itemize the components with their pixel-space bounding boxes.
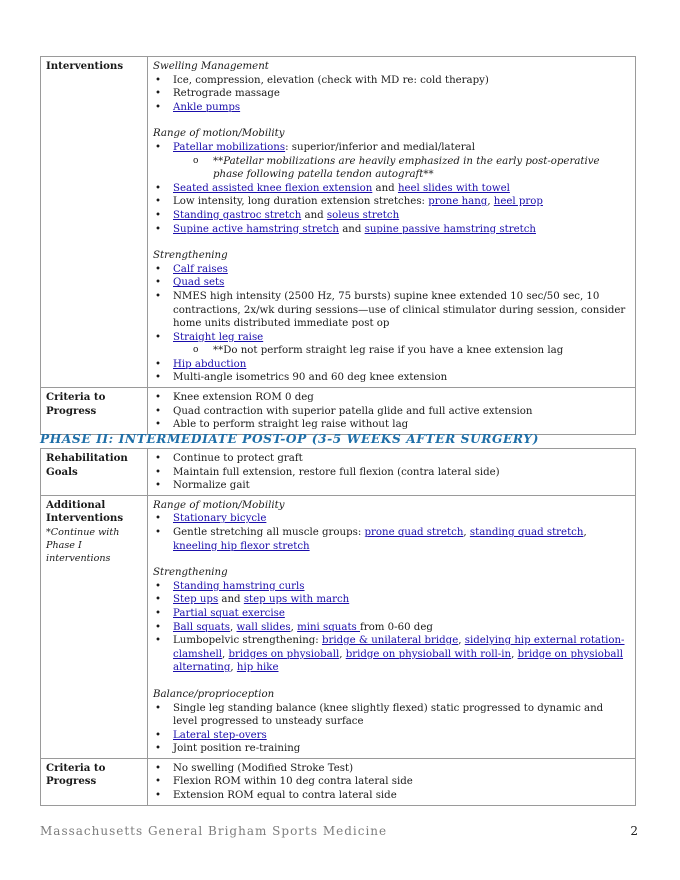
rom-list: [153, 141, 630, 236]
section-heading: Strengthening: [153, 567, 228, 579]
list-item: [153, 331, 630, 345]
heel-slides-link[interactable]: heel slides with towel: [397, 182, 510, 194]
list-item: • Flexion ROM within 10 deg contra lateral side: [153, 775, 630, 789]
goals-list: [153, 452, 630, 493]
partial-squat-link[interactable]: Partial squat exercise: [173, 607, 285, 619]
item-text: ,: [290, 621, 298, 633]
list-item: [153, 209, 630, 223]
list-item: • Single leg standing balance (knee slightly flexed) static progressed to dynamic and level progressed to unsteady surface: [153, 702, 630, 729]
bridge-roll-in-link[interactable]: bridge on physioball with roll-in: [345, 648, 512, 660]
criteria-content: [148, 388, 636, 435]
list-item: [153, 263, 630, 277]
list-item: • Multi-angle isometrics 90 and 60 deg knee extension: [153, 371, 630, 385]
list-item: [153, 101, 630, 115]
step-ups-link[interactable]: Step ups: [173, 594, 219, 606]
strength-list: [153, 263, 630, 385]
list-item: • Ice, compression, elevation (check with MD re: cold therapy): [153, 74, 630, 88]
list-item: [153, 358, 630, 372]
item-text: ,: [583, 526, 587, 538]
balance-list: [153, 702, 630, 756]
patellar-mobilizations-link[interactable]: Patellar mobilizations: [173, 141, 286, 153]
list-item: • Quad contraction with superior patella glide and full active extension: [153, 405, 630, 419]
wall-slides-link[interactable]: wall slides: [236, 621, 291, 633]
list-item: [153, 276, 630, 290]
standing-quad-stretch-link[interactable]: standing quad stretch: [469, 526, 584, 538]
row-label: Interventions: [41, 57, 148, 388]
item-text: Gentle stretching all muscle groups:: [173, 526, 365, 538]
sub-list-item: o **Patellar mobilizations are heavily emphasized in the early post-operative phase following patella tendon autograft**: [153, 155, 630, 182]
hamstring-curls-link[interactable]: Standing hamstring curls: [173, 580, 305, 592]
ball-squats-link[interactable]: Ball squats: [173, 621, 231, 633]
supine-passive-hamstring-link[interactable]: supine passive hamstring stretch: [364, 223, 536, 235]
list-item: [153, 593, 630, 607]
item-text: Lumbopelvic strengthening:: [173, 635, 322, 647]
list-item: • Extension ROM equal to contra lateral side: [153, 789, 630, 803]
interventions-content: [148, 57, 636, 388]
criteria-row: [41, 758, 636, 805]
ankle-pumps-link[interactable]: Ankle pumps: [173, 101, 241, 113]
section-heading: Range of motion/Mobility: [153, 499, 285, 511]
calf-raises-link[interactable]: Calf raises: [173, 263, 228, 275]
seated-knee-flexion-link[interactable]: Seated assisted knee flexion extension: [173, 182, 373, 194]
list-item: • Knee extension ROM 0 deg: [153, 391, 630, 405]
list-item: • Able to perform straight leg raise without lag: [153, 418, 630, 432]
item-text: ,: [230, 662, 237, 674]
sub-list-item: o **Do not perform straight leg raise if you have a knee extension lag: [153, 344, 630, 358]
bridge-alternating-link[interactable]: bridge on physioball alternating: [173, 648, 624, 674]
list-item: [153, 634, 630, 675]
criteria-row: [41, 388, 636, 435]
list-item: • Retrograde massage: [153, 87, 630, 101]
list-item: • Joint position re-training: [153, 742, 630, 756]
interventions-row: [41, 57, 636, 388]
bridges-physioball-link[interactable]: bridges on physioball: [228, 648, 340, 660]
row-label-text: Additional Interventions: [46, 498, 124, 525]
item-text: ,: [458, 635, 465, 647]
list-item: [153, 526, 630, 553]
supine-active-hamstring-link[interactable]: Supine active hamstring stretch: [173, 223, 339, 235]
list-item: [153, 607, 630, 621]
item-text: ,: [222, 648, 229, 660]
item-text: ,: [463, 526, 470, 538]
hip-abduction-link[interactable]: Hip abduction: [173, 358, 247, 370]
list-item: [153, 141, 630, 155]
row-label: [41, 495, 148, 758]
step-ups-march-link[interactable]: step ups with march: [243, 594, 350, 606]
phase-heading: PHASE II: INTERMEDIATE POST-OP (3-5 WEEKS AFTER SURGERY): [40, 432, 539, 446]
goals-content: [148, 449, 636, 496]
list-item: • Normalize gait: [153, 479, 630, 493]
item-text: and: [338, 223, 365, 235]
section-heading: Balance/proprioception: [153, 688, 275, 700]
gastroc-stretch-link[interactable]: Standing gastroc stretch: [173, 209, 302, 221]
item-text: ,: [511, 648, 518, 660]
prone-quad-stretch-link[interactable]: prone quad stretch: [364, 526, 464, 538]
row-label: Criteria to Progress: [41, 388, 148, 435]
section-heading: Range of motion/Mobility: [153, 128, 285, 140]
list-item: • Continue to protect graft: [153, 452, 630, 466]
criteria-list: [153, 391, 630, 432]
mini-squats-link[interactable]: mini squats: [297, 621, 360, 633]
prone-hang-link[interactable]: prone hang: [428, 196, 488, 208]
swelling-list: [153, 74, 630, 115]
clamshell-link[interactable]: sidelying hip external rotation-clamshell: [173, 635, 625, 660]
section-heading: Swelling Management: [153, 61, 269, 72]
list-item: [153, 512, 630, 526]
criteria-list: [153, 762, 630, 803]
list-item: [153, 223, 630, 237]
lateral-step-overs-link[interactable]: Lateral step-overs: [173, 729, 267, 741]
additional-interventions-row: [41, 495, 636, 758]
soleus-stretch-link[interactable]: soleus stretch: [326, 209, 400, 221]
item-text: ,: [230, 621, 237, 633]
strength-list: [153, 580, 630, 675]
item-text: : superior/inferior and medial/lateral: [285, 141, 475, 153]
phase-1-table: [40, 56, 636, 435]
heel-prop-link[interactable]: heel prop: [493, 196, 543, 208]
item-text: and: [301, 209, 327, 221]
list-item: • NMES high intensity (2500 Hz, 75 bursts) supine knee extended 10 sec/50 sec, 10 contractions, 2x/wk during sessions—use of clinical stimulator during session, consider home units distributed immediate post op: [153, 290, 630, 331]
list-item: [153, 182, 630, 196]
straight-leg-raise-link[interactable]: Straight leg raise: [173, 331, 264, 343]
item-text: from 0-60 deg: [360, 621, 433, 633]
list-item: [153, 580, 630, 594]
hip-hike-link[interactable]: hip hike: [236, 662, 279, 674]
row-label: Rehabilitation Goals: [41, 449, 148, 496]
row-label-note: *Continue with Phase I interventions: [46, 526, 120, 564]
additional-content: [148, 495, 636, 758]
section-heading: Strengthening: [153, 250, 228, 262]
page-number: 2: [630, 824, 638, 838]
kneeling-hip-flexor-link[interactable]: kneeling hip flexor stretch: [173, 540, 310, 552]
item-text: and: [218, 594, 244, 606]
criteria-content: [148, 758, 636, 805]
list-item: [153, 195, 630, 209]
list-item: [153, 729, 630, 743]
quad-sets-link[interactable]: Quad sets: [173, 277, 225, 289]
list-item: • No swelling (Modified Stroke Test): [153, 762, 630, 776]
list-item: • Maintain full extension, restore full flexion (contra lateral side): [153, 466, 630, 480]
item-text: Low intensity, long duration extension stretches:: [173, 196, 429, 208]
row-label: Criteria to Progress: [41, 758, 148, 805]
item-text: and: [372, 182, 398, 194]
bridge-link[interactable]: bridge & unilateral bridge: [321, 635, 459, 647]
list-item: [153, 621, 630, 635]
rom-list: [153, 512, 630, 553]
goals-row: [41, 449, 636, 496]
footer-text: Massachusetts General Brigham Sports Medicine: [40, 824, 388, 838]
item-text: ,: [487, 196, 494, 208]
stationary-bicycle-link[interactable]: Stationary bicycle: [173, 513, 267, 525]
item-text: ,: [339, 648, 346, 660]
phase-2-table: [40, 448, 636, 806]
